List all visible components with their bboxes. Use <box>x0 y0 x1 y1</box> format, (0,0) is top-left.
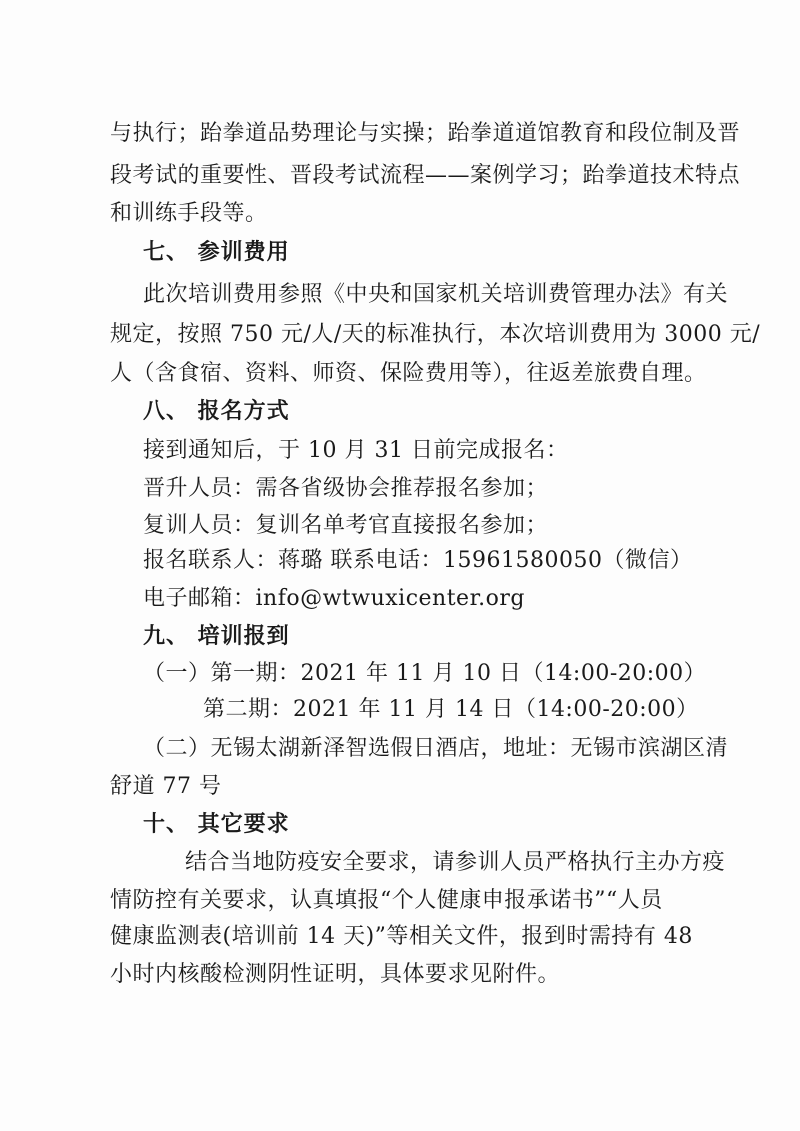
body-text-line: 人（含食宿、资料、师资、保险费用等），往返差旅费自理。 <box>110 361 707 386</box>
body-text-line: 规定，按照 750 元/人/天的标准执行，本次培训费用为 3000 元/ <box>110 322 761 347</box>
body-text-line: 复训人员：复训名单考官直接报名参加； <box>143 513 549 538</box>
email-line: 电子邮箱：info@wtwuxicenter.org <box>143 586 526 611</box>
body-text-line: 健康监测表(培训前 14 天)”等相关文件，报到时需持有 48 <box>110 924 693 949</box>
section-heading-fees: 七、 参训费用 <box>143 240 290 265</box>
body-text-line: 小时内核酸检测阴性证明，具体要求见附件。 <box>110 962 561 987</box>
body-text-line: 情防控有关要求，认真填报“个人健康申报承诺书”“人员 <box>110 888 663 913</box>
body-text-line: 与执行；跆拳道品势理论与实操；跆拳道道馆教育和段位制及晋 <box>110 121 741 146</box>
venue-address-line: （二）无锡太湖新泽智选假日酒店，地址：无锡市滨湖区清 <box>143 736 729 761</box>
body-text-line: 段考试的重要性、晋段考试流程——案例学习；跆拳道技术特点 <box>110 163 741 188</box>
venue-address-line: 舒道 77 号 <box>110 774 222 799</box>
body-text-line: 和训练手段等。 <box>110 201 268 226</box>
body-text-line: 结合当地防疫安全要求，请参训人员严格执行主办方疫 <box>185 850 726 875</box>
body-text-line: 接到通知后，于 10 月 31 日前完成报名： <box>143 438 569 463</box>
check-in-period-1: （一）第一期：2021 年 11 月 10 日（14:00-20:00） <box>143 661 707 686</box>
contact-info-line: 报名联系人：蒋璐 联系电话：15961580050（微信） <box>143 548 693 573</box>
body-text-line: 此次培训费用参照《中央和国家机关培训费管理办法》有关 <box>143 282 729 307</box>
section-heading-check-in: 九、 培训报到 <box>143 624 290 649</box>
section-heading-registration: 八、 报名方式 <box>143 399 290 424</box>
body-text-line: 晋升人员：需各省级协会推荐报名参加； <box>143 476 549 501</box>
section-heading-other-requirements: 十、 其它要求 <box>143 812 290 837</box>
check-in-period-2: 第二期：2021 年 11 月 14 日（14:00-20:00） <box>203 697 699 722</box>
